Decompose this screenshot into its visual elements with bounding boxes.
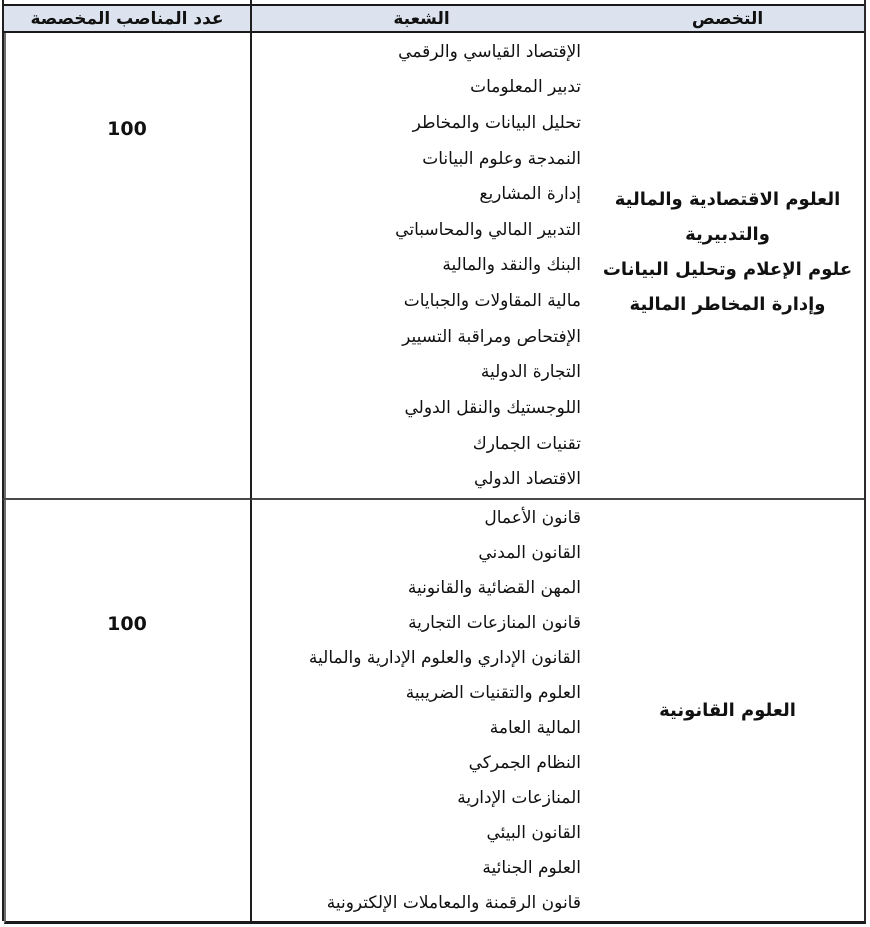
branch-row: قانون الرقمنة والمعاملات الإلكترونية [326,892,581,913]
branch-row: الاقتصاد الدولي [474,469,581,490]
branch-row: تقنيات الجمارك [472,433,581,454]
specialization-cell-legal [591,500,864,921]
specializations-table [4,0,866,924]
specialization-line: العلوم الاقتصادية والمالية [614,188,841,210]
branch-row: النظام الجمركي [468,752,581,773]
branch-list-legal [250,500,591,921]
branch-row: الإفتحاص ومراقبة التسيير [402,326,581,347]
branch-row: تدبير المعلومات [470,77,581,98]
header-branch: الشعبة [250,4,591,33]
header-positions: عدد المناصب المخصصة [2,4,250,33]
branch-row: النمدجة وعلوم البيانات [422,148,581,169]
branch-row: إدارة المشاريع [479,184,581,205]
branch-row: مالية المقاولات والجبايات [403,291,581,312]
specialization-line: والتدبيرية [685,223,770,245]
specialization-line: العلوم القانونية [659,700,796,721]
branch-row: قانون المنازعات التجارية [408,613,581,634]
branch-row: الإقتصاد القياسي والرقمي [398,41,581,62]
branch-row: القانون الإداري والعلوم الإدارية والمالية [308,648,581,669]
branch-row: قانون الأعمال [484,508,581,529]
branch-row: المهن القضائية والقانونية [407,578,581,599]
specialization-line: علوم الإعلام وتحليل البيانات [602,258,853,280]
branch-row: المالية العامة [489,717,581,738]
branch-row: اللوجستيك والنقل الدولي [404,397,581,418]
branch-row: التدبير المالي والمحاسباتي [395,219,581,240]
positions-count: 100 [107,613,147,635]
branch-row: القانون المدني [478,543,581,564]
header-specialization: التخصص [591,4,864,33]
branch-row: القانون البيئي [486,822,581,843]
branch-row: العلوم والتقنيات الضريبية [405,683,581,704]
branch-row: المنازعات الإدارية [457,787,581,808]
branch-row: البنك والنقد والمالية [442,255,581,276]
branch-row: التجارة الدولية [480,362,581,383]
branch-row: تحليل البيانات والمخاطر [412,113,581,134]
branch-row: العلوم الجنائية [482,857,581,878]
positions-count: 100 [107,118,147,140]
specialization-cell-economics [591,33,864,500]
branch-list-economics [250,33,591,500]
positions-cell-economics [2,33,250,500]
positions-cell-legal [2,500,250,921]
specialization-line: وإدارة المخاطر المالية [629,293,826,315]
